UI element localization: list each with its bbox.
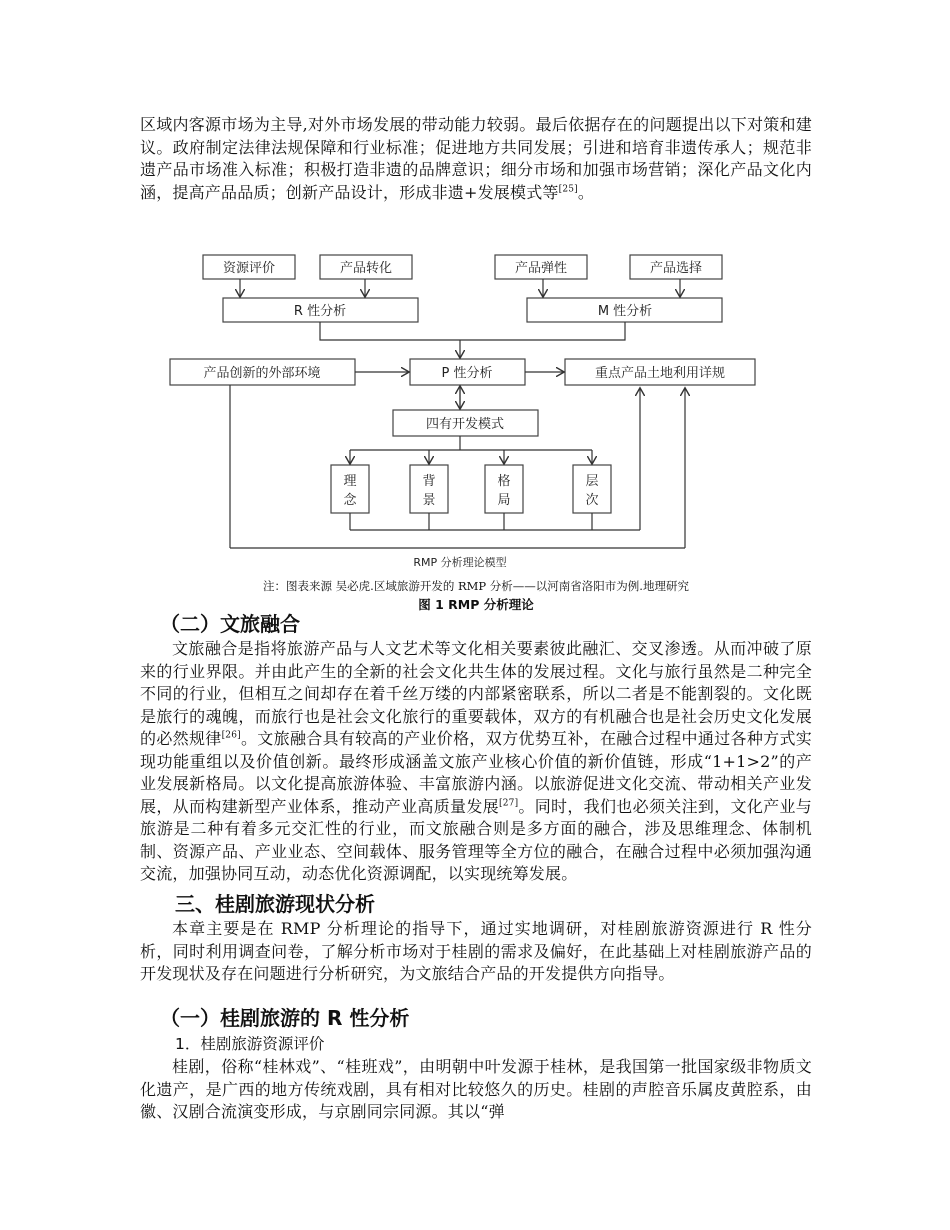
citation: [27] [499,798,519,809]
rmp-diagram [165,245,765,575]
node-idea-char2: 念 [343,493,357,508]
figure-caption: 图 1 RMP 分析理论 [418,597,534,612]
node-external-env: 产品创新的外部环境 [203,366,321,381]
section-heading-r-analysis: （一）桂剧旅游的 R 性分析 [160,1006,410,1030]
node-pattern-char1: 格 [497,474,511,489]
guiju-status-paragraph: 本章主要是在 RMP 分析理论的指导下，通过实地调研，对桂剧旅游资源进行 R 性分析，同时利用调查问卷，了解分析市场对于桂剧的需求及偏好，在此基础上对桂剧旅游产品的开发现状及存在问题进行分析研究，为文旅结合产品的开发提供方向指导。 [140,919,812,983]
node-pattern-char2: 局 [497,493,511,508]
node-product-selection: 产品选择 [649,261,703,276]
paragraph-text: 文旅融合是指将旅游产品与人文艺术等文化相关要素彼此融汇、交叉渗透。从而冲破了原来的行业界限。并由此产生的全新的社会文化共生体的发展过程。文化与旅行虽然是二种完全不同的行业，但相互之间却存在着千丝万缕的内部紧密联系，所以二者是不能割裂的。文化既是旅行的魂魄，而旅行也是社会文化旅行的重要载体，双方的有机融合也是社会历史文化发展的必然规律 [140,639,812,748]
intro-text: 区域内客源市场为主导,对外市场发展的带动能力较弱。最后依据存在的问题提出以下对策和建议。政府制定法律法规保障和行业标准；促进地方共同发展；引进和培育非遗传承人；规范非遗产品市场准入标准；积极打造非遗的品牌意识；细分市场和加强市场营销；深化产品文化内涵，提高产品品质；创新产品设计，形成非遗+发展模式等 [140,115,812,202]
figure-note: 注：图表来源 吴必虎.区域旅游开发的 RMP 分析——以河南省洛阳市为例.地理研究 [263,579,689,593]
resource-eval-paragraph: 桂剧，俗称“桂林戏”、“桂班戏”，由明朝中叶发源于桂林，是我国第一批国家级非物质文化遗产，是广西的地方传统戏剧，具有相对比较悠久的历史。桂剧的声腔音乐属皮黄腔系，由徽、汉剧合流演变形成，与京剧同宗同源。其以“弹 [140,1057,812,1121]
section-heading-guiju-status: 三、桂剧旅游现状分析 [175,892,375,916]
subheading-resource-eval: 1．桂剧旅游资源评价 [175,1035,325,1053]
node-m-analysis: M 性分析 [597,304,653,319]
citation: [26] [221,730,241,741]
paragraph-text: 。同时，我们也必须关注到，文化产业与旅游是二种有着多元交汇性的行业，而文旅融合则是多方面的融合，涉及思维理念、体制机制、资源产品、产业业态、空间载体、服务管理等全方位的融合，在融合过程中必须加强沟通交流，加强协同互动，动态优化资源调配，以实现统筹发展。 [140,796,812,883]
node-level-char2: 次 [585,493,599,508]
node-background-char2: 景 [422,493,436,508]
citation: [25] [558,184,578,195]
paragraph-text: 。文旅融合具有较高的产业价格，双方优势互补，在融合过程中通过各种方式实现功能重组以及价值创新。最终形成涵盖文旅产业核心价值的新价值链，形成“1+1>2”的产业发展新格局。以文化提高旅游体验、丰富旅游内涵。以旅游促进文化交流、带动相关产业发展，从而构建新型产业体系，推动产业高质量发展 [140,729,812,816]
node-product-transform: 产品转化 [339,261,393,276]
node-resource-eval: 资源评价 [222,261,276,276]
diagram-model-label: RMP 分析理论模型 [413,556,507,569]
node-level-char1: 层 [585,474,599,489]
node-background-char1: 背 [422,474,436,489]
node-product-elasticity: 产品弹性 [514,261,568,276]
intro-paragraph [140,114,812,204]
node-r-analysis: R 性分析 [293,304,347,319]
node-idea-char1: 理 [343,474,357,489]
node-p-analysis: P 性分析 [441,366,493,381]
intro-text-end: 。 [577,182,595,202]
section-heading-culture-tourism: （二）文旅融合 [160,612,300,636]
node-key-product-plan: 重点产品土地利用详规 [594,366,726,381]
culture-tourism-paragraph [140,638,812,886]
node-four-mode: 四有开发模式 [425,417,505,432]
